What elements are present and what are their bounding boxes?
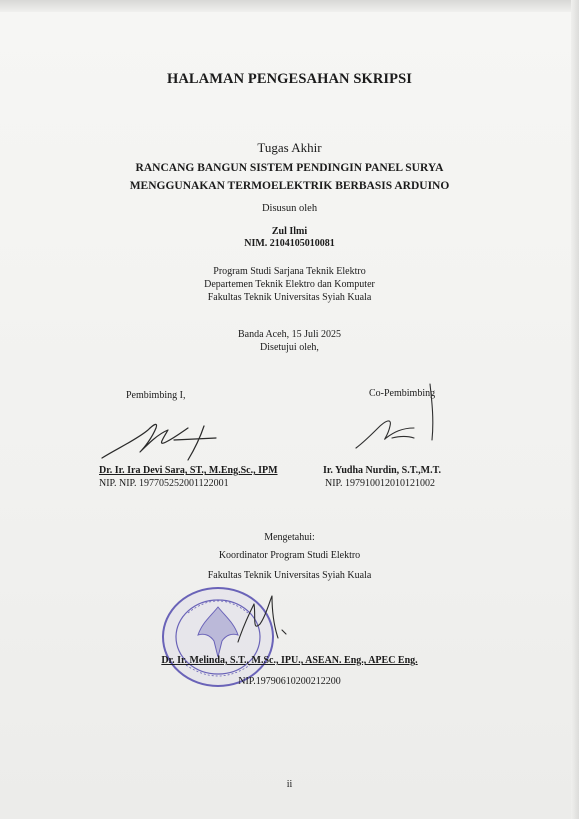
page-heading: HALAMAN PENGESAHAN SKRIPSI [166, 71, 413, 87]
document-type: Tugas Akhir [257, 140, 322, 155]
faculty-name: Fakultas Teknik Universitas Syiah Kuala [207, 292, 372, 303]
thesis-title-line1: RANCANG BANGUN SISTEM PENDINGIN PANEL SURYA [135, 162, 444, 174]
author-name: Zul Ilmi [271, 226, 308, 237]
coordinator-nip: NIP.19790610200212200 [238, 676, 341, 687]
acknowledged-label: Mengetahui: [264, 532, 315, 543]
coordinator-signature [232, 590, 302, 650]
coordinator-title: Koordinator Program Studi Elektro [218, 550, 361, 561]
coordinator-faculty: Fakultas Teknik Universitas Syiah Kuala [207, 570, 372, 581]
approved-by-label: Disetujui oleh, [260, 342, 319, 353]
coordinator-name: Dr. Ir. Melinda, S.T., M.Sc., IPU., ASEAN. Eng., APEC Eng. [161, 655, 418, 666]
supervisor1-signature [96, 418, 236, 464]
page-number: ii [286, 779, 293, 790]
scan-right-edge [571, 0, 579, 819]
supervisor2-name: Ir. Yudha Nurdin, S.T.,M.T. [323, 465, 442, 476]
supervisor2-nip: NIP. 197910012010121002 [325, 478, 436, 489]
supervisor1-nip: NIP. NIP. 197705252001122001 [99, 478, 229, 489]
department-name: Departemen Teknik Elektro dan Komputer [204, 279, 375, 290]
compiled-by-label: Disusun oleh [261, 203, 318, 214]
supervisor1-role: Pembimbing I, [126, 390, 186, 401]
supervisor1-name: Dr. Ir. Ira Devi Sara, ST., M.Eng.Sc., IPM [99, 465, 278, 476]
author-nim: NIM. 2104105010081 [244, 238, 335, 249]
place-date: Banda Aceh, 15 Juli 2025 [237, 329, 342, 340]
program-name: Program Studi Sarjana Teknik Elektro [213, 266, 366, 277]
scan-top-edge [0, 0, 579, 12]
supervisor2-signature [352, 380, 452, 460]
thesis-title-line2: MENGGUNAKAN TERMOELEKTRIK BERBASIS ARDUINO [129, 180, 450, 192]
supervisor2-role: Co-Pembimbing [369, 388, 436, 399]
